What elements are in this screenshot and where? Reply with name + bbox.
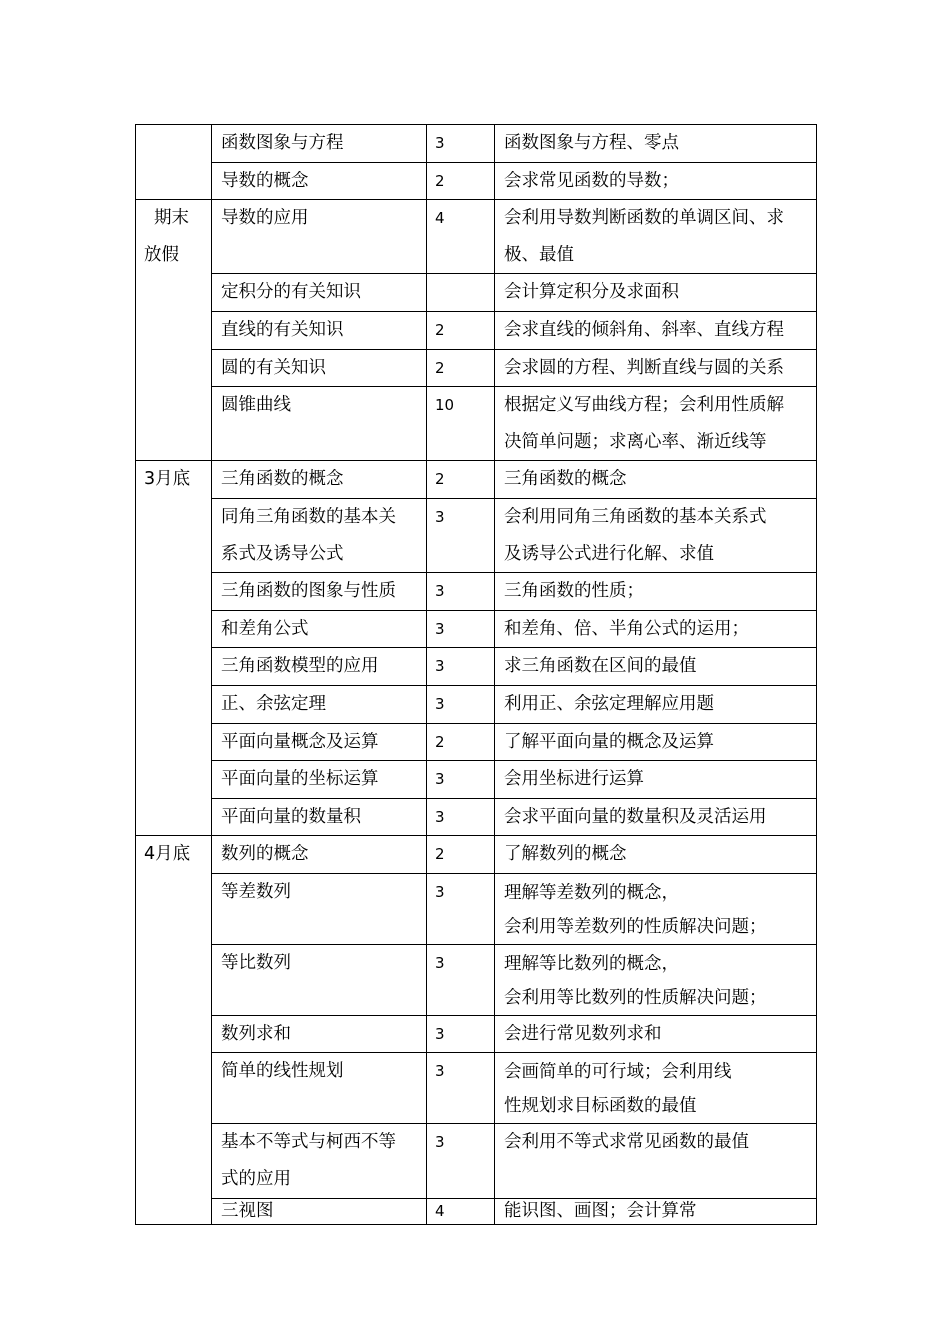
topic-cell (212, 1015, 427, 1053)
requirement-cell (495, 461, 817, 499)
requirement-line: 决简单问题；求离心率、渐近线等 (504, 431, 767, 452)
hours-cell (427, 498, 495, 572)
requirement-text: 会进行常见数列求和 (504, 1023, 662, 1044)
hours-text: 3 (435, 1062, 445, 1081)
table-row (136, 1198, 817, 1224)
requirement-cell (495, 349, 817, 387)
topic-text: 简单的线性规划 (221, 1061, 344, 1082)
requirement-cell (495, 648, 817, 686)
hours-text: 10 (435, 396, 455, 415)
requirement-cell (495, 311, 817, 349)
topic-cell (212, 761, 427, 799)
requirement-line: 会利用等差数列的性质解决问题； (504, 916, 767, 937)
hours-cell (427, 162, 495, 200)
hours-cell (427, 761, 495, 799)
hours-cell (427, 723, 495, 761)
hours-cell (427, 836, 495, 874)
hours-text: 2 (435, 320, 445, 339)
topic-cell (212, 798, 427, 836)
requirement-text: 会计算定积分及求面积 (504, 282, 679, 303)
hours-text: 3 (435, 770, 445, 789)
topic-text: 直线的有关知识 (221, 319, 344, 340)
requirement-text: 利用正、余弦定理解应用题 (504, 693, 714, 714)
hours-text: 3 (435, 953, 445, 972)
hours-text: 3 (435, 134, 445, 152)
hours-cell (427, 685, 495, 723)
requirement-text: 会求常见函数的导数； (504, 170, 679, 191)
hours-cell (427, 461, 495, 499)
topic-text: 导数的概念 (221, 170, 309, 191)
topic-text: 和差角公式 (221, 618, 309, 639)
hours-text: 3 (435, 657, 445, 676)
hours-text: 2 (435, 845, 445, 864)
topic-text: 正、余弦定理 (221, 693, 326, 714)
topic-text: 数列的概念 (221, 844, 309, 865)
table-row (136, 274, 817, 312)
requirement-cell (495, 573, 817, 611)
hours-text: 2 (435, 171, 445, 190)
hours-cell (427, 125, 495, 163)
table-row (136, 498, 817, 572)
requirement-cell (495, 1015, 817, 1053)
hours-cell (427, 200, 495, 274)
hours-cell (427, 648, 495, 686)
requirement-text: 会用坐标进行运算 (504, 769, 644, 790)
period-cell (136, 461, 212, 836)
hours-text: 2 (435, 358, 445, 377)
period-label-line: 3月底 (144, 469, 191, 490)
requirement-cell (495, 798, 817, 836)
topic-text: 圆锥曲线 (221, 395, 291, 416)
table-row (136, 387, 817, 461)
requirement-text: 函数图象与方程、零点 (504, 133, 679, 153)
requirement-cell (495, 873, 817, 944)
table-row (136, 1124, 817, 1198)
hours-text: 4 (435, 1201, 445, 1220)
topic-text: 等差数列 (221, 881, 291, 902)
topic-text: 数列求和 (221, 1023, 291, 1044)
hours-text: 3 (435, 1133, 445, 1152)
requirement-line: 极、最值 (504, 244, 574, 265)
hours-cell (427, 311, 495, 349)
topic-cell (212, 1198, 427, 1224)
requirement-cell (495, 1124, 817, 1198)
topic-text: 三角函数的图象与性质 (221, 581, 396, 602)
requirement-text: 和差角、倍、半角公式的运用； (504, 618, 749, 639)
table-row (136, 349, 817, 387)
topic-line: 系式及诱导公式 (221, 543, 344, 564)
topic-cell (212, 349, 427, 387)
requirement-line: 及诱导公式进行化解、求值 (504, 543, 714, 564)
topic-text: 导数的应用 (221, 208, 309, 229)
topic-cell (212, 311, 427, 349)
hours-text: 3 (435, 582, 445, 601)
topic-text: 平面向量的数量积 (221, 806, 361, 827)
table-row (136, 798, 817, 836)
hours-text: 3 (435, 807, 445, 826)
requirement-cell (495, 944, 817, 1015)
period-label-line: 期末 (154, 208, 189, 229)
table-row (136, 873, 817, 944)
period-cell (136, 836, 212, 1224)
period-label-line: 放假 (144, 244, 179, 265)
requirement-cell (495, 836, 817, 874)
topic-cell (212, 200, 427, 274)
topic-text: 平面向量的坐标运算 (221, 769, 379, 790)
hours-cell (427, 1124, 495, 1198)
topic-cell (212, 1124, 427, 1198)
schedule-table-body (136, 125, 817, 1225)
topic-text: 三角函数的概念 (221, 469, 344, 490)
table-row (136, 723, 817, 761)
hours-text: 2 (435, 470, 445, 489)
table-row (136, 648, 817, 686)
topic-cell (212, 498, 427, 572)
requirement-cell (495, 125, 817, 163)
table-row (136, 461, 817, 499)
requirement-text: 会求平面向量的数量积及灵活运用 (504, 806, 767, 827)
requirement-cell (495, 498, 817, 572)
topic-text: 圆的有关知识 (221, 357, 326, 378)
requirement-text: 能识图、画图；会计算常 (504, 1200, 697, 1221)
topic-text: 函数图象与方程 (221, 133, 344, 153)
hours-text: 3 (435, 507, 445, 526)
topic-cell (212, 723, 427, 761)
topic-text: 定积分的有关知识 (221, 282, 361, 303)
hours-cell (427, 1015, 495, 1053)
hours-cell (427, 274, 495, 312)
requirement-line: 理解等差数列的概念， (504, 882, 679, 903)
hours-cell (427, 610, 495, 648)
hours-cell (427, 873, 495, 944)
hours-cell (427, 1198, 495, 1224)
requirement-cell (495, 723, 817, 761)
topic-cell (212, 162, 427, 200)
requirement-cell (495, 387, 817, 461)
requirement-text: 三角函数的概念 (504, 469, 627, 490)
requirement-line: 会利用导数判断函数的单调区间、求 (504, 208, 784, 229)
requirement-cell (495, 610, 817, 648)
topic-cell (212, 836, 427, 874)
requirement-cell (495, 761, 817, 799)
hours-text: 3 (435, 882, 445, 901)
topic-cell (212, 387, 427, 461)
topic-cell (212, 944, 427, 1015)
table-row (136, 573, 817, 611)
requirement-line: 根据定义写曲线方程；会利用性质解 (504, 395, 784, 416)
requirement-cell (495, 162, 817, 200)
hours-cell (427, 1053, 495, 1124)
topic-cell (212, 873, 427, 944)
topic-cell (212, 125, 427, 163)
period-cell-empty (136, 125, 212, 200)
hours-cell (427, 798, 495, 836)
table-row (136, 200, 817, 274)
topic-cell (212, 1053, 427, 1124)
requirement-text: 三角函数的性质； (504, 581, 644, 602)
requirement-line: 会画简单的可行域；会利用线 (504, 1062, 732, 1083)
requirement-text: 求三角函数在区间的最值 (504, 656, 697, 677)
requirement-cell (495, 1198, 817, 1224)
requirement-cell (495, 200, 817, 274)
requirement-text: 会利用不等式求常见函数的最值 (504, 1132, 749, 1153)
table-row (136, 761, 817, 799)
schedule-table (135, 124, 817, 1225)
hours-text: 2 (435, 732, 445, 751)
requirement-text: 了解平面向量的概念及运算 (504, 731, 714, 752)
table-row (136, 836, 817, 874)
topic-cell (212, 610, 427, 648)
hours-cell (427, 387, 495, 461)
requirement-line: 性规划求目标函数的最值 (504, 1096, 697, 1117)
table-row (136, 1053, 817, 1124)
table-row (136, 944, 817, 1015)
topic-line: 同角三角函数的基本关 (221, 506, 396, 527)
topic-cell (212, 461, 427, 499)
table-row (136, 1015, 817, 1053)
table-row (136, 685, 817, 723)
topic-cell (212, 648, 427, 686)
requirement-text: 会求直线的倾斜角、斜率、直线方程 (504, 319, 784, 340)
topic-text: 平面向量概念及运算 (221, 731, 379, 752)
topic-text: 三角函数模型的应用 (221, 656, 379, 677)
topic-text: 等比数列 (221, 952, 291, 973)
requirement-line: 理解等比数列的概念， (504, 953, 679, 974)
requirement-line: 会利用同角三角函数的基本关系式 (504, 506, 767, 527)
requirement-cell (495, 685, 817, 723)
period-label-line: 4月底 (144, 844, 191, 865)
table-row (136, 162, 817, 200)
hours-text: 3 (435, 1024, 445, 1043)
requirement-text: 会求圆的方程、判断直线与圆的关系 (504, 357, 784, 378)
requirement-cell (495, 274, 817, 312)
requirement-text: 了解数列的概念 (504, 844, 627, 865)
topic-text: 三视图 (221, 1200, 274, 1221)
topic-cell (212, 685, 427, 723)
topic-line: 基本不等式与柯西不等 (221, 1132, 396, 1153)
requirement-cell (495, 1053, 817, 1124)
topic-line: 式的应用 (221, 1169, 291, 1190)
table-row (136, 610, 817, 648)
hours-cell (427, 349, 495, 387)
table-row (136, 125, 817, 163)
hours-text: 4 (435, 209, 445, 228)
hours-text: 3 (435, 619, 445, 638)
requirement-line: 会利用等比数列的性质解决问题； (504, 987, 767, 1008)
topic-cell (212, 274, 427, 312)
table-row (136, 311, 817, 349)
hours-cell (427, 573, 495, 611)
topic-cell (212, 573, 427, 611)
hours-text: 3 (435, 694, 445, 713)
period-cell (136, 200, 212, 461)
hours-cell (427, 944, 495, 1015)
